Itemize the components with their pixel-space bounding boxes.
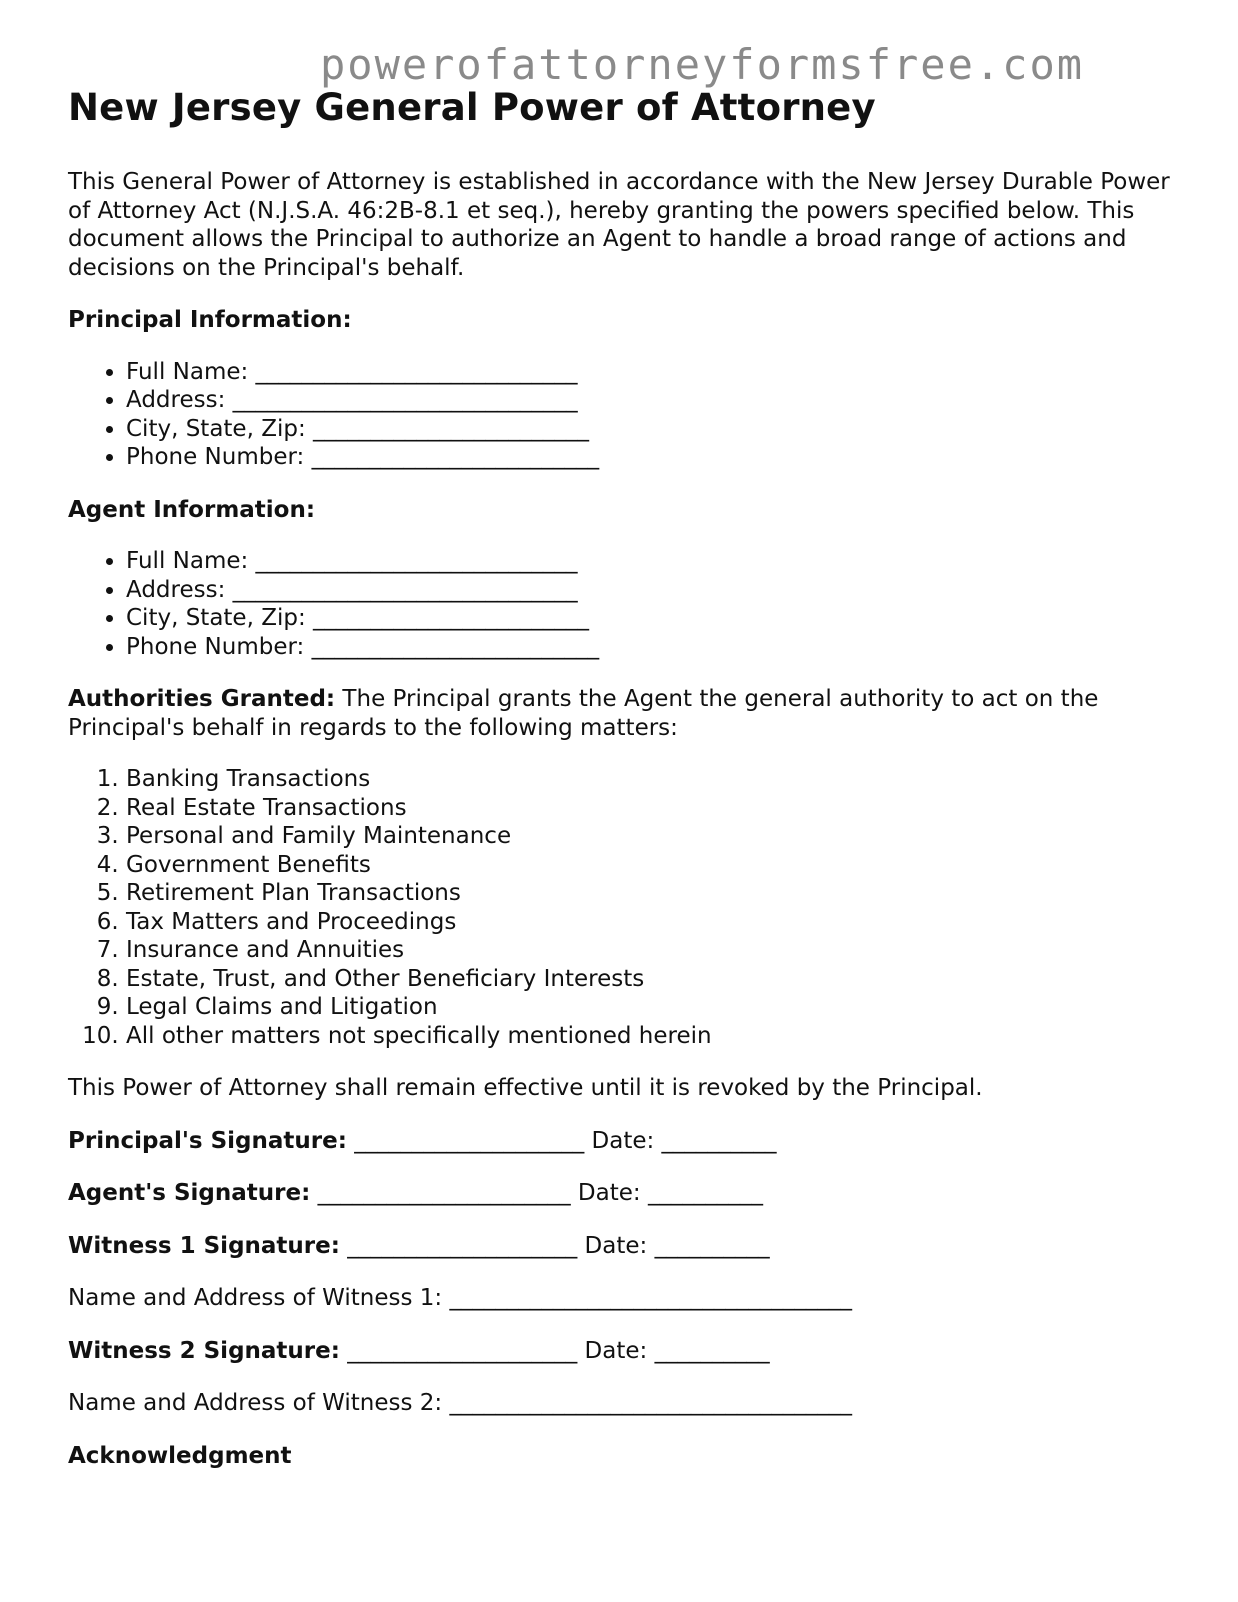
witness2-signature-line[interactable] [68,1337,1178,1366]
intro-paragraph: This General Power of Attorney is established in accordance with the New Jersey Durable Power of Attorney Act (N.J.S.A. 46:2B-8.1 et seq.), hereby granting the powers specified below. This document allows the Principal to authorize an Agent to handle a broad range of actions and decisions on the Principal's behalf. [68,169,1170,281]
principal-signature-label: Principal's Signature: [68,1127,347,1154]
witness2-signature-blank[interactable]: ____________________ Date: __________ [339,1337,770,1364]
list-item: 7. Insurance and Annuities [126,936,1178,965]
document [68,84,1178,1470]
witness1-name-address-field[interactable]: Name and Address of Witness 1: ___________________________________ [68,1285,852,1311]
agent-signature-label: Agent's Signature: [68,1180,311,1206]
principal-heading: Principal Information: [68,307,352,333]
agent-full-name-field[interactable]: • Full Name: ____________________________ [126,547,1178,576]
witness1-signature-label: Witness 1 Signature: [68,1232,340,1259]
list-item: 5. Retirement Plan Transactions [126,879,1178,908]
witness2-name-address-field[interactable]: Name and Address of Witness 2: ___________________________________ [68,1390,852,1416]
principal-fields [68,358,1178,472]
principal-full-name-field[interactable]: • Full Name: ____________________________ [126,358,1178,387]
principal-city-state-zip-field[interactable]: • City, State, Zip: ________________________ [126,415,1178,444]
agent-address-field[interactable]: • Address: ______________________________ [126,576,1178,605]
list-item: 8. Estate, Trust, and Other Beneficiary Interests [126,965,1178,994]
list-item: 2. Real Estate Transactions [126,794,1178,823]
witness2-signature-label: Witness 2 Signature: [68,1337,340,1364]
effective-statement: This Power of Attorney shall remain effective until it is revoked by the Principal. [68,1075,983,1101]
list-item: 4. Government Benefits [126,851,1178,880]
authorities-text: The Principal grants the Agent the general authority to act on the Principal's behalf in regards to the following matters: [68,686,1099,741]
principal-signature-blank[interactable]: ____________________ Date: __________ [346,1127,777,1154]
list-item: 6. Tax Matters and Proceedings [126,908,1178,937]
agent-phone-field[interactable]: • Phone Number: _________________________ [126,633,1178,662]
list-item: 3. Personal and Family Maintenance [126,822,1178,851]
agent-signature-line[interactable] [68,1179,1178,1208]
agent-city-state-zip-field[interactable]: • City, State, Zip: ________________________ [126,604,1178,633]
witness1-signature-line[interactable] [68,1232,1178,1261]
agent-fields [68,547,1178,661]
list-item: 9. Legal Claims and Litigation [126,993,1178,1022]
principal-address-field[interactable]: • Address: ______________________________ [126,386,1178,415]
list-item: 10. All other matters not specifically mentioned herein [126,1022,1178,1051]
witness1-signature-blank[interactable]: ____________________ Date: __________ [339,1232,770,1259]
authorities-label: Authorities Granted: [68,686,336,712]
principal-phone-field[interactable]: • Phone Number: _________________________ [126,443,1178,472]
agent-heading: Agent Information: [68,496,316,523]
page-title: New Jersey General Power of Attorney [68,86,876,129]
acknowledgment-heading: Acknowledgment [68,1442,292,1469]
agent-signature-blank[interactable]: ______________________ Date: __________ [310,1180,763,1206]
principal-signature-line[interactable] [68,1127,1178,1156]
watermark: powerofattorneyformsfree.com [320,40,1085,89]
list-item: 1. Banking Transactions [126,765,1178,794]
authorities-paragraph [68,685,1178,742]
authorities-list [68,765,1178,1050]
